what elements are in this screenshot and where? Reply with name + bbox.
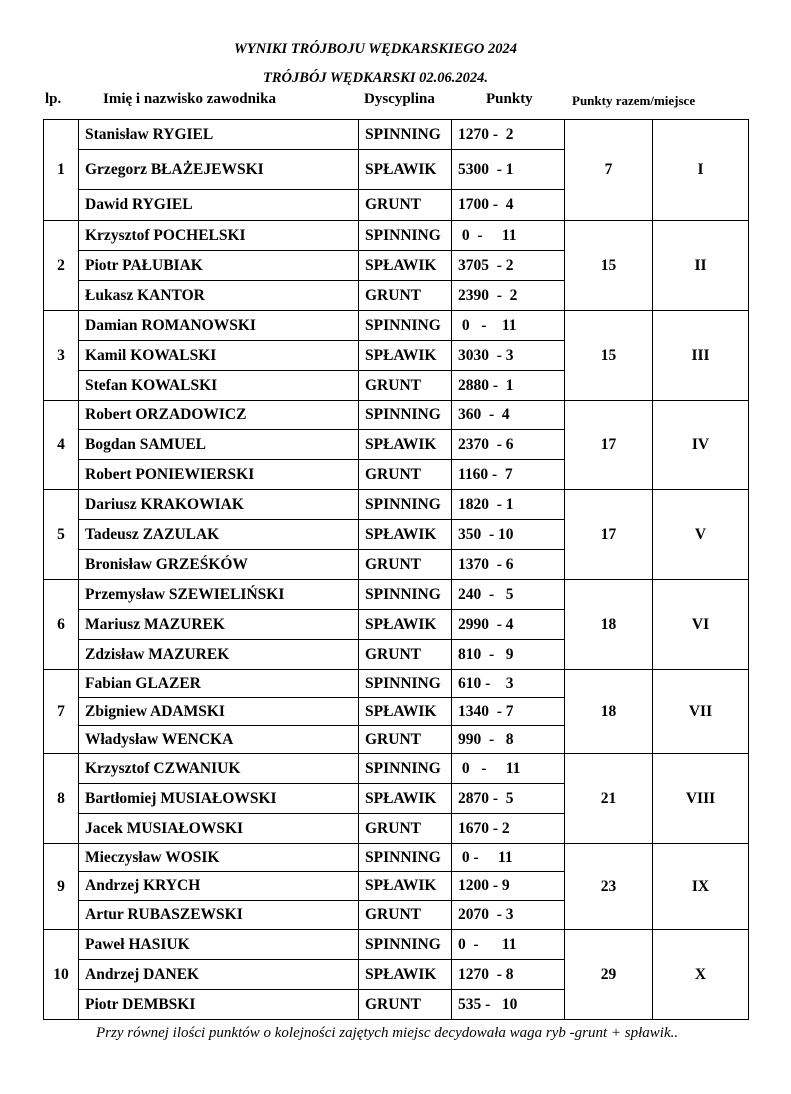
points-cell: 2870 - 5 <box>452 784 565 814</box>
points-cell: 2880 - 1 <box>452 371 565 401</box>
team-number: 9 <box>44 844 79 930</box>
competitor-name: Robert PONIEWIERSKI <box>79 460 359 490</box>
competitor-name: Łukasz KANTOR <box>79 281 359 311</box>
table-row <box>44 221 749 251</box>
points-cell: 1270 - 8 <box>452 960 565 990</box>
points-cell: 1200 - 9 <box>452 872 565 901</box>
table-row <box>44 930 749 960</box>
points-cell: 240 - 5 <box>452 580 565 610</box>
document-subtitle: TRÓJBÓJ WĘDKARSKI 02.06.2024. <box>263 70 488 86</box>
header-points: Punkty <box>486 91 533 107</box>
competitor-name: Krzysztof CZWANIUK <box>79 754 359 784</box>
header-name: Imię i nazwisko zawodnika <box>103 91 276 107</box>
points-cell: 1670 - 2 <box>452 814 565 844</box>
competitor-name: Dariusz KRAKOWIAK <box>79 490 359 520</box>
team-number: 4 <box>44 401 79 490</box>
team-total-points: 18 <box>565 580 653 670</box>
team-number: 1 <box>44 120 79 221</box>
discipline-cell: SPINNING <box>359 120 452 150</box>
points-cell: 2070 - 3 <box>452 901 565 930</box>
discipline-cell: SPŁAWIK <box>359 698 452 726</box>
discipline-cell: GRUNT <box>359 726 452 754</box>
team-number: 6 <box>44 580 79 670</box>
points-cell: 360 - 4 <box>452 401 565 430</box>
competitor-name: Fabian GLAZER <box>79 670 359 698</box>
competitor-name: Kamil KOWALSKI <box>79 341 359 371</box>
team-number: 5 <box>44 490 79 580</box>
competitor-name: Grzegorz BŁAŻEJEWSKI <box>79 150 359 190</box>
competitor-name: Piotr PAŁUBIAK <box>79 251 359 281</box>
competitor-name: Przemysław SZEWIELIŃSKI <box>79 580 359 610</box>
competitor-name: Krzysztof POCHELSKI <box>79 221 359 251</box>
team-total-points: 29 <box>565 930 653 1020</box>
team-place: I <box>653 120 749 221</box>
discipline-cell: GRUNT <box>359 460 452 490</box>
points-cell: 535 - 10 <box>452 990 565 1020</box>
points-cell: 0 - 11 <box>452 754 565 784</box>
discipline-cell: GRUNT <box>359 814 452 844</box>
competitor-name: Bogdan SAMUEL <box>79 430 359 460</box>
discipline-cell: SPŁAWIK <box>359 430 452 460</box>
team-place: VII <box>653 670 749 754</box>
table-row <box>44 120 749 150</box>
team-total-points: 18 <box>565 670 653 754</box>
competitor-name: Mariusz MAZUREK <box>79 610 359 640</box>
discipline-cell: SPŁAWIK <box>359 872 452 901</box>
team-place: III <box>653 311 749 401</box>
points-cell: 1160 - 7 <box>452 460 565 490</box>
team-number: 7 <box>44 670 79 754</box>
competitor-name: Zbigniew ADAMSKI <box>79 698 359 726</box>
points-cell: 3705 - 2 <box>452 251 565 281</box>
discipline-cell: SPINNING <box>359 311 452 341</box>
discipline-cell: SPINNING <box>359 670 452 698</box>
table-row <box>44 490 749 520</box>
competitor-name: Robert ORZADOWICZ <box>79 401 359 430</box>
team-number: 3 <box>44 311 79 401</box>
points-cell: 3030 - 3 <box>452 341 565 371</box>
discipline-cell: SPŁAWIK <box>359 150 452 190</box>
header-discipline: Dyscyplina <box>364 91 435 107</box>
competitor-name: Zdzisław MAZUREK <box>79 640 359 670</box>
discipline-cell: SPŁAWIK <box>359 784 452 814</box>
points-cell: 1370 - 6 <box>452 550 565 580</box>
table-row <box>44 754 749 784</box>
points-cell: 5300 - 1 <box>452 150 565 190</box>
points-cell: 1270 - 2 <box>452 120 565 150</box>
competitor-name: Stanisław RYGIEL <box>79 120 359 150</box>
team-place: IX <box>653 844 749 930</box>
competitor-name: Dawid RYGIEL <box>79 190 359 221</box>
team-place: II <box>653 221 749 311</box>
document-title: WYNIKI TRÓJBOJU WĘDKARSKIEGO 2024 <box>234 41 517 57</box>
team-place: IV <box>653 401 749 490</box>
table-row <box>44 844 749 872</box>
points-cell: 0 - 11 <box>452 221 565 251</box>
footnote: Przy równej ilości punktów o kolejności zajętych miejsc decydowała waga ryb -grunt + spławik.. <box>96 1025 679 1041</box>
discipline-cell: SPŁAWIK <box>359 341 452 371</box>
points-cell: 0 - 11 <box>452 311 565 341</box>
competitor-name: Stefan KOWALSKI <box>79 371 359 401</box>
discipline-cell: GRUNT <box>359 371 452 401</box>
points-cell: 2370 - 6 <box>452 430 565 460</box>
competitor-name: Mieczysław WOSIK <box>79 844 359 872</box>
competitor-name: Władysław WENCKA <box>79 726 359 754</box>
competitor-name: Andrzej DANEK <box>79 960 359 990</box>
team-total-points: 17 <box>565 490 653 580</box>
team-total-points: 21 <box>565 754 653 844</box>
discipline-cell: SPŁAWIK <box>359 251 452 281</box>
team-total-points: 17 <box>565 401 653 490</box>
table-row <box>44 311 749 341</box>
team-total-points: 15 <box>565 311 653 401</box>
points-cell: 1340 - 7 <box>452 698 565 726</box>
points-cell: 0 - 11 <box>452 844 565 872</box>
team-total-points: 7 <box>565 120 653 221</box>
header-total: Punkty razem/miejsce <box>572 93 696 108</box>
discipline-cell: SPŁAWIK <box>359 610 452 640</box>
competitor-name: Bartłomiej MUSIAŁOWSKI <box>79 784 359 814</box>
points-cell: 2390 - 2 <box>452 281 565 311</box>
discipline-cell: GRUNT <box>359 901 452 930</box>
discipline-cell: SPINNING <box>359 844 452 872</box>
table-row <box>44 580 749 610</box>
header-lp: lp. <box>45 91 62 107</box>
competitor-name: Andrzej KRYCH <box>79 872 359 901</box>
points-cell: 0 - 11 <box>452 930 565 960</box>
team-total-points: 23 <box>565 844 653 930</box>
discipline-cell: SPŁAWIK <box>359 520 452 550</box>
discipline-cell: SPINNING <box>359 221 452 251</box>
team-number: 8 <box>44 754 79 844</box>
discipline-cell: SPINNING <box>359 401 452 430</box>
table-row <box>44 401 749 430</box>
team-place: VIII <box>653 754 749 844</box>
competitor-name: Damian ROMANOWSKI <box>79 311 359 341</box>
table-row <box>44 670 749 698</box>
team-place: X <box>653 930 749 1020</box>
points-cell: 810 - 9 <box>452 640 565 670</box>
points-cell: 1700 - 4 <box>452 190 565 221</box>
points-cell: 610 - 3 <box>452 670 565 698</box>
discipline-cell: SPINNING <box>359 580 452 610</box>
competitor-name: Jacek MUSIAŁOWSKI <box>79 814 359 844</box>
points-cell: 990 - 8 <box>452 726 565 754</box>
team-place: V <box>653 490 749 580</box>
discipline-cell: SPŁAWIK <box>359 960 452 990</box>
discipline-cell: SPINNING <box>359 490 452 520</box>
discipline-cell: GRUNT <box>359 990 452 1020</box>
competitor-name: Artur RUBASZEWSKI <box>79 901 359 930</box>
points-cell: 1820 - 1 <box>452 490 565 520</box>
discipline-cell: SPINNING <box>359 930 452 960</box>
points-cell: 350 - 10 <box>452 520 565 550</box>
discipline-cell: GRUNT <box>359 550 452 580</box>
team-place: VI <box>653 580 749 670</box>
discipline-cell: GRUNT <box>359 190 452 221</box>
competitor-name: Paweł HASIUK <box>79 930 359 960</box>
team-number: 2 <box>44 221 79 311</box>
discipline-cell: GRUNT <box>359 281 452 311</box>
discipline-cell: SPINNING <box>359 754 452 784</box>
team-total-points: 15 <box>565 221 653 311</box>
competitor-name: Piotr DEMBSKI <box>79 990 359 1020</box>
points-cell: 2990 - 4 <box>452 610 565 640</box>
competitor-name: Bronisław GRZEŚKÓW <box>79 550 359 580</box>
team-number: 10 <box>44 930 79 1020</box>
results-table <box>43 119 749 1020</box>
discipline-cell: GRUNT <box>359 640 452 670</box>
competitor-name: Tadeusz ZAZULAK <box>79 520 359 550</box>
